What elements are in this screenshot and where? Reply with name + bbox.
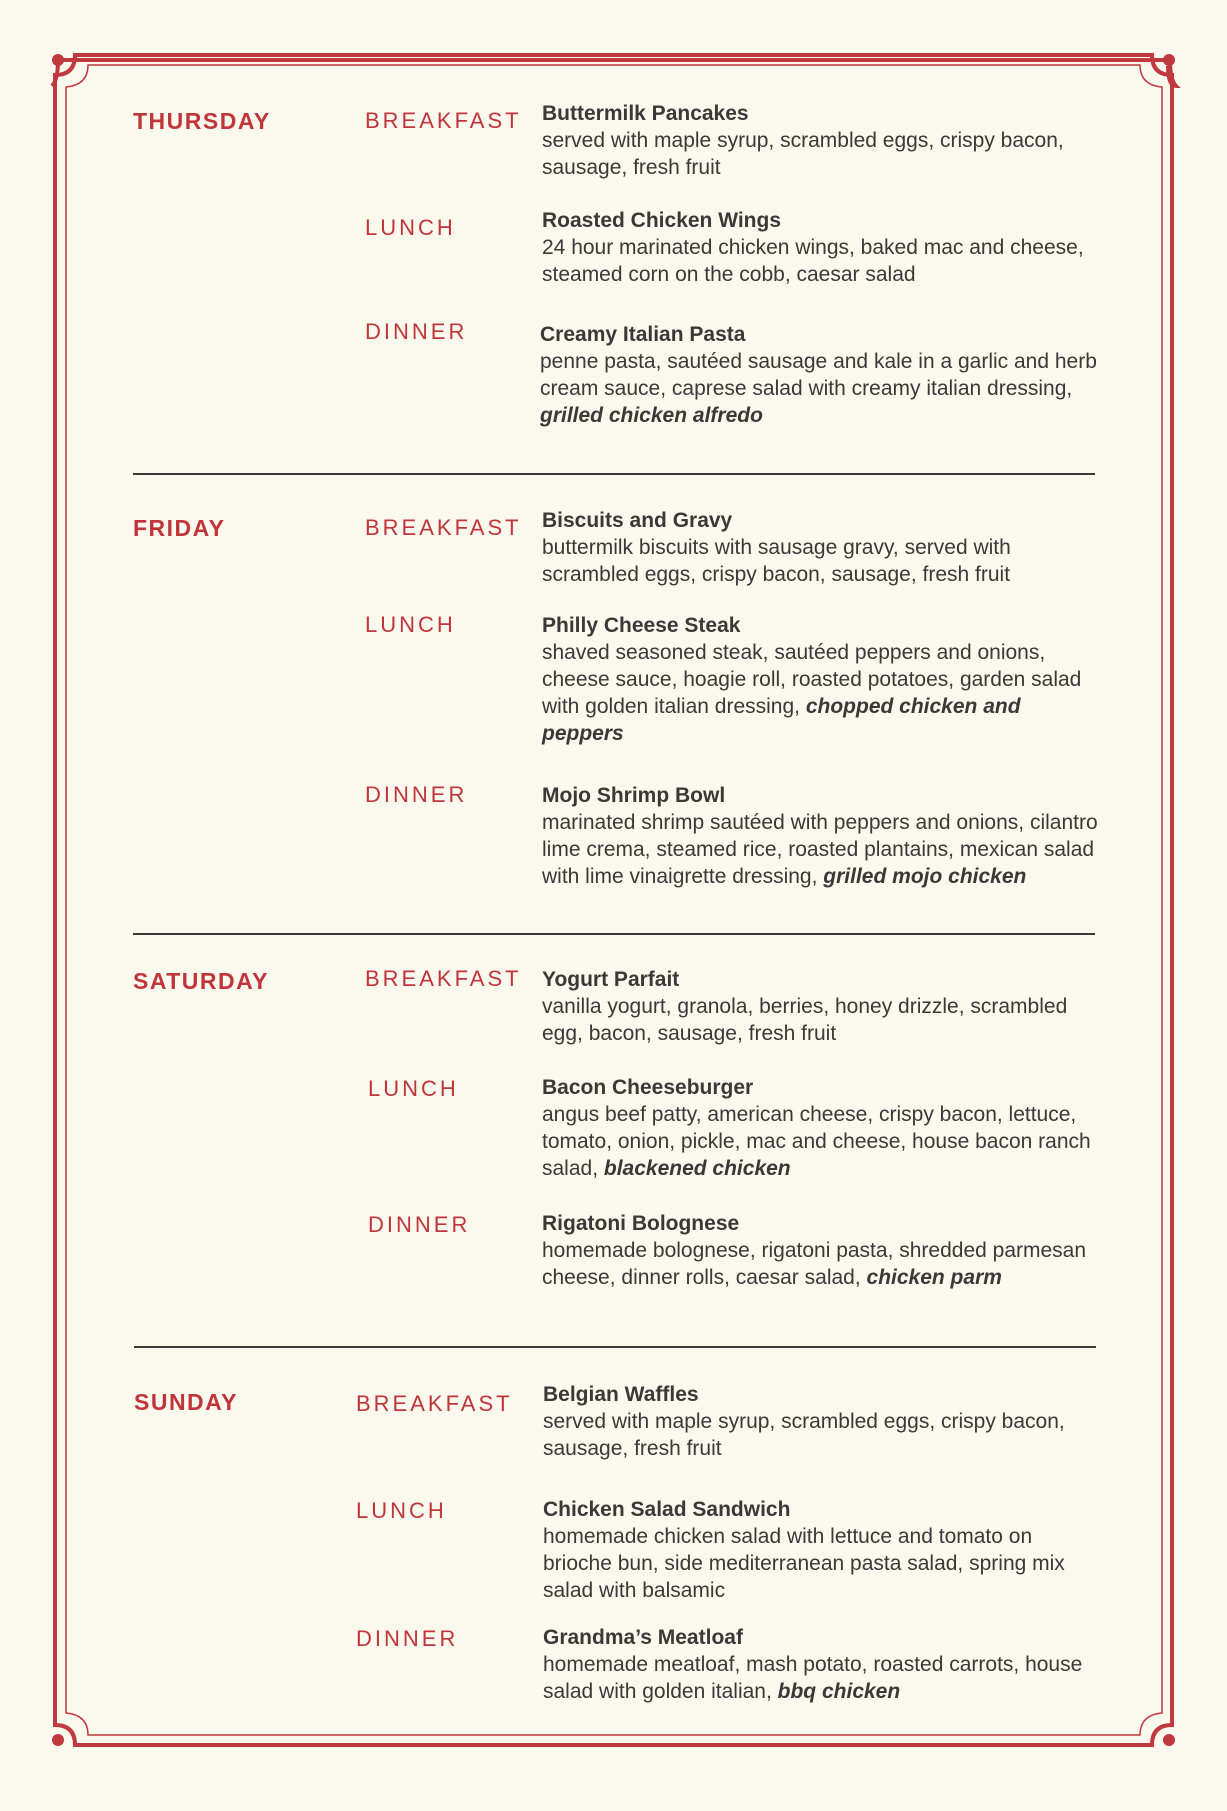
meal-dinner	[134, 1624, 1096, 1705]
meal-breakfast	[133, 100, 1095, 181]
dish	[542, 1210, 1102, 1291]
dish	[542, 782, 1102, 890]
day-name: SATURDAY	[133, 968, 269, 994]
dish-title: Belgian Waffles	[543, 1383, 699, 1406]
meal-breakfast	[134, 1381, 1096, 1462]
dish-title: Yogurt Parfait	[542, 968, 680, 991]
dish-title: Philly Cheese Steak	[542, 614, 741, 637]
dish	[542, 612, 1102, 747]
day-saturday	[133, 966, 1095, 1406]
meal-lunch	[133, 207, 1095, 288]
dish-title: Mojo Shrimp Bowl	[542, 784, 726, 807]
dish-title: Roasted Chicken Wings	[542, 209, 782, 232]
meal-label: BREAKFAST	[365, 515, 522, 540]
dish-description: vanilla yogurt, granola, berries, honey drizzle, scrambled egg, bacon, sausage, fresh fruit	[542, 995, 1068, 1045]
dish-description: shaved seasoned steak, sautéed peppers and onions, cheese sauce, hoagie roll, roasted potatoes, garden salad with golden italian dressing,	[542, 641, 1082, 718]
dish-description: penne pasta, sautéed sausage and kale in a garlic and herb cream sauce, caprese salad with creamy italian dressing,	[540, 350, 1097, 400]
section-divider	[133, 933, 1095, 935]
day-friday	[133, 507, 1098, 947]
meal-lunch	[134, 1496, 1096, 1604]
meal-breakfast	[133, 966, 1095, 1047]
day-sunday	[134, 1381, 1096, 1811]
meal-label: BREAKFAST	[365, 966, 522, 991]
dish-description: homemade bolognese, rigatoni pasta, shredded parmesan cheese, dinner rolls, caesar salad,	[542, 1239, 1087, 1289]
dish	[542, 100, 1102, 181]
meal-dinner	[133, 1210, 1095, 1291]
dish-description: angus beef patty, american cheese, crispy bacon, lettuce, tomato, onion, pickle, mac and cheese, house bacon ranch salad,	[542, 1103, 1091, 1180]
meal-breakfast	[133, 507, 1095, 588]
dish	[543, 1496, 1103, 1604]
meal-lunch	[133, 612, 1095, 747]
dish	[542, 507, 1102, 588]
dish-title: Grandma’s Meatloaf	[543, 1626, 743, 1649]
meal-label: DINNER	[356, 1626, 459, 1651]
meal-dinner	[133, 321, 1095, 429]
dish-title: Bacon Cheeseburger	[542, 1076, 754, 1099]
dish	[542, 1074, 1102, 1182]
dish-title: Biscuits and Gravy	[542, 509, 733, 532]
dish-protein-option: blackened chicken	[603, 1157, 791, 1180]
day-name: THURSDAY	[133, 108, 271, 134]
dish-title: Creamy Italian Pasta	[540, 323, 746, 346]
section-divider	[133, 473, 1095, 475]
meal-label: BREAKFAST	[365, 108, 522, 133]
meal-label: DINNER	[365, 782, 468, 807]
dish-description: marinated shrimp sautéed with peppers and onions, cilantro lime crema, steamed rice, roasted plantains, mexican salad with lime vinaigrette dressing,	[542, 811, 1098, 888]
dish-title: Rigatoni Bolognese	[542, 1212, 740, 1235]
dish-protein-option: chicken parm	[866, 1266, 1002, 1289]
meal-dinner	[133, 782, 1098, 890]
meal-label: DINNER	[365, 319, 468, 344]
day-name: SUNDAY	[134, 1389, 239, 1415]
dish-description: homemade meatloaf, mash potato, roasted carrots, house salad with golden italian,	[543, 1653, 1083, 1703]
dish-description: homemade chicken salad with lettuce and tomato on brioche bun, side mediterranean pasta salad, spring mix salad with balsamic	[543, 1525, 1065, 1602]
dish-protein-option: grilled chicken alfredo	[540, 404, 763, 427]
meal-label: DINNER	[368, 1212, 471, 1237]
day-name: FRIDAY	[133, 515, 226, 541]
dish	[543, 1381, 1103, 1462]
dish	[542, 207, 1102, 288]
meal-label: LUNCH	[356, 1498, 447, 1523]
dish-title: Chicken Salad Sandwich	[543, 1498, 791, 1521]
day-thursday	[133, 100, 1095, 500]
meal-label: LUNCH	[365, 215, 456, 240]
meal-label: BREAKFAST	[356, 1391, 513, 1416]
meal-label: LUNCH	[365, 612, 456, 637]
dish	[540, 321, 1100, 429]
meal-lunch	[133, 1074, 1095, 1182]
meal-label: LUNCH	[368, 1076, 459, 1101]
dish	[543, 1624, 1103, 1705]
dish-description: served with maple syrup, scrambled eggs, crispy bacon, sausage, fresh fruit	[542, 129, 1064, 179]
dish-protein-option: grilled mojo chicken	[823, 865, 1027, 888]
weekly-menu	[133, 100, 1098, 1703]
dish-title: Buttermilk Pancakes	[542, 102, 749, 125]
dish-protein-option: chopped chicken and peppers	[542, 695, 1021, 745]
dish-description: buttermilk biscuits with sausage gravy, served with scrambled eggs, crispy bacon, sausage, fresh fruit	[542, 536, 1011, 586]
dish-description: 24 hour marinated chicken wings, baked mac and cheese, steamed corn on the cobb, caesar salad	[542, 236, 1084, 286]
dish	[542, 966, 1102, 1047]
dish-protein-option: bbq chicken	[777, 1680, 901, 1703]
section-divider	[134, 1346, 1096, 1348]
dish-description: served with maple syrup, scrambled eggs, crispy bacon, sausage, fresh fruit	[543, 1410, 1065, 1460]
